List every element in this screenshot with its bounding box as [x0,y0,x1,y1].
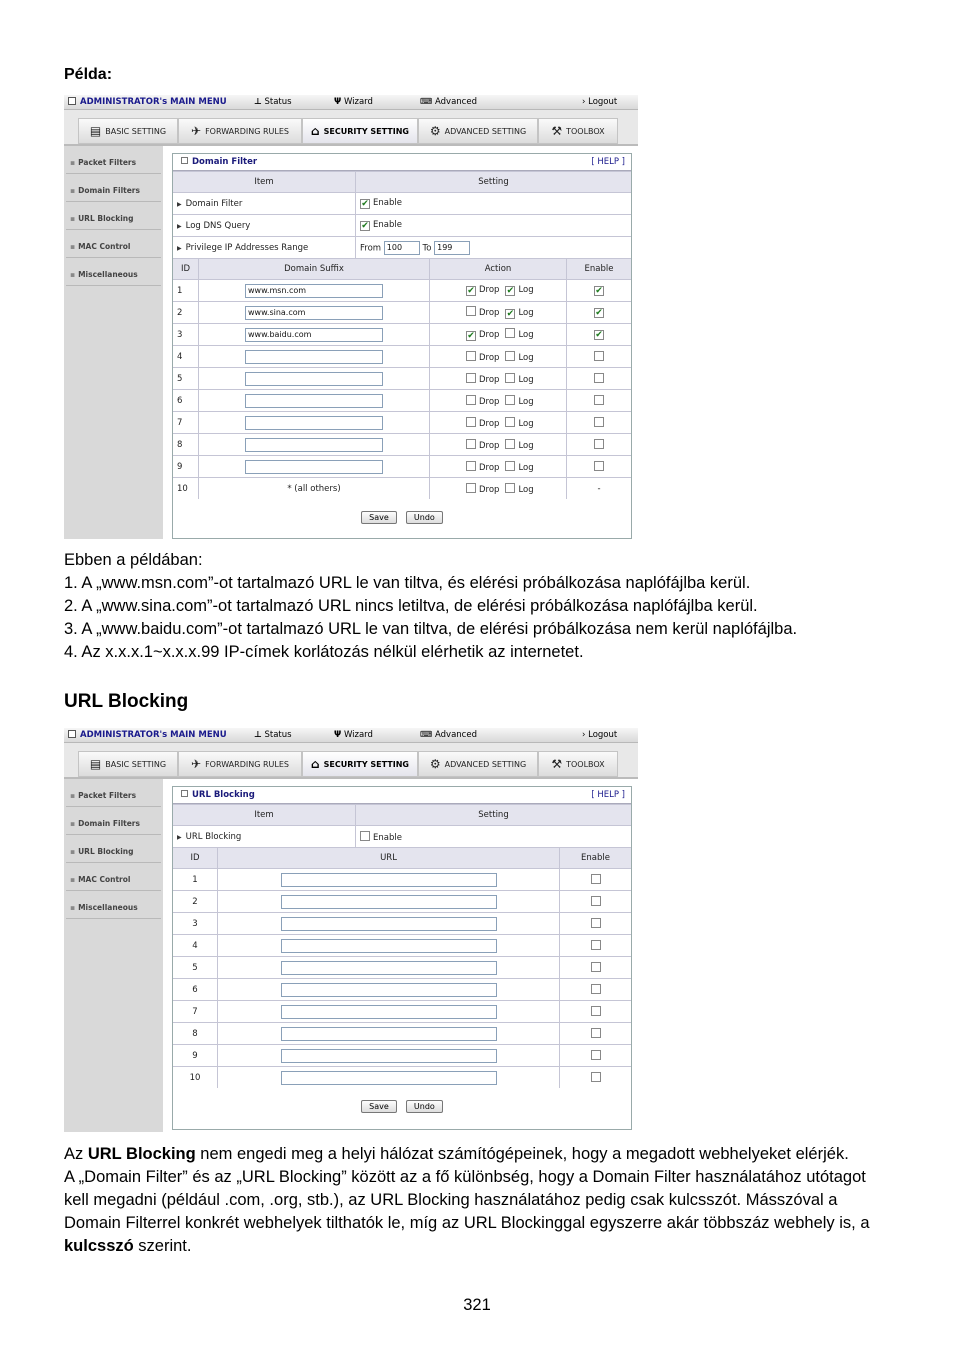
drop-label: Drop [479,462,500,473]
button-row [173,1088,631,1119]
tab-basic-setting[interactable]: ▤ BASIC SETTING [78,118,178,144]
action-cell [430,478,567,500]
drop-label: Drop [479,396,500,407]
sidebar-item-miscellaneous[interactable]: ▪ Miscellaneous [66,264,161,286]
logout-arrow-icon: › [582,97,586,107]
sidebar [64,779,163,1132]
item-header: Item [173,172,356,193]
body-paragraph-1: Az URL Blocking nem engedi meg a helyi hálózat számítógépeinek, hogy a megadott webhelyeket elérjék. [64,1145,849,1163]
action-cell [430,280,567,302]
row-id: 1 [173,280,199,302]
url-cell [218,1067,560,1089]
setting-item: ▶ Privilege IP Addresses Range [173,237,356,259]
row-id: 1 [173,869,218,891]
status-link[interactable]: ⊥ Status [254,730,292,740]
tab-advanced-setting[interactable]: ⚙ ADVANCED SETTING [418,118,538,144]
enable-cell [567,368,632,390]
checkbox[interactable] [594,395,604,405]
col-enable: Enable [567,259,632,280]
status-icon: ⊥ [254,97,262,107]
enable-cell [567,324,632,346]
url-input[interactable] [281,961,497,975]
toolbox-icon: ⚒ [551,757,563,771]
panel-title: URL Blocking [192,790,255,800]
sidebar [64,146,163,539]
panel-header [173,154,631,171]
domain-suffix-input[interactable] [245,372,383,386]
drop-label: Drop [479,374,500,385]
checkbox[interactable]: ✔ [467,331,475,341]
logout-link[interactable]: › Logout [582,97,618,107]
enable-cell [560,891,632,913]
body-text [64,1143,894,1258]
checkbox[interactable] [466,306,476,316]
to-ip-input[interactable]: 199 [434,241,470,255]
body-paragraph-2: A „Domain Filter” és az „URL Blocking” között az a fő különbség, hogy a Domain Filter használatához utótagot kell megadni (például .com, .org, stb.), az URL Blocking használatához pedig csak kulcsszót. Másszóval a Domain Filterrel konkrét webhelyek tilthatók le, míg az URL Blockinggal egyszerre akár többszáz webhely is, a kulcsszó szerint. [64,1168,870,1255]
table-row [173,957,631,979]
checkbox[interactable]: ✔ [467,286,475,296]
domain-suffix-cell [199,412,430,434]
row-id: 10 [173,478,199,500]
row-id: 4 [173,346,199,368]
action-cell [430,302,567,324]
log-label: Log [518,285,534,295]
url-cell [218,1001,560,1023]
folder-icon: ▤ [89,757,102,771]
checkbox[interactable] [591,918,601,928]
folder-icon: ▤ [89,124,102,138]
checkbox[interactable] [591,1006,601,1016]
domain-rules-table [173,258,631,499]
explanation-line: 4. Az x.x.x.1~x.x.x.99 IP-címek korlátozás nélkül elérhetik az internetet. [64,643,584,661]
enable-cell [567,280,632,302]
main-menu-link[interactable]: ADMINISTRATOR's MAIN MENU [68,97,227,107]
domain-suffix-input[interactable] [245,416,383,430]
security-icon: ⌂ [311,757,320,771]
sidebar-item-mac-control[interactable]: ▪ MAC Control [66,869,161,891]
checkbox[interactable] [466,351,476,361]
url-input[interactable] [281,1071,497,1085]
checkbox[interactable] [466,439,476,449]
action-cell [430,390,567,412]
table-row [173,302,631,324]
checkbox[interactable] [466,373,476,383]
url-cell [218,913,560,935]
enable-cell [560,957,632,979]
advanced-setting-icon: ⚙ [429,124,441,138]
drop-label: Drop [479,308,500,318]
col-id: ID [173,259,199,280]
checkbox[interactable]: ✔ [361,199,369,209]
enable-cell [560,1001,632,1023]
row-id: 5 [173,368,199,390]
checkbox[interactable]: ✔ [595,286,603,296]
checkbox[interactable] [466,395,476,405]
security-icon: ⌂ [311,124,320,138]
status-link[interactable]: ⊥ Status [254,97,292,107]
explanation-intro: Ebben a példában: [64,551,203,569]
domain-suffix-cell [199,478,430,500]
checkbox[interactable] [505,373,515,383]
table-row [173,412,631,434]
action-cell [430,324,567,346]
url-cell [218,869,560,891]
url-input[interactable] [281,1027,497,1041]
sidebar-item-domain-filters[interactable]: ▪ Domain Filters [66,813,161,835]
toolbox-icon: ⚒ [551,124,563,138]
explanation-line: 2. A „www.sina.com”-ot tartalmazó URL nincs letiltva, de elérési próbálkozása naplófájlba kerül. [64,597,758,615]
table-row [173,478,631,500]
checkbox[interactable] [505,461,515,471]
save-button[interactable]: Save [361,1100,397,1113]
item-header: Item [173,805,356,826]
forwarding-icon: ✈ [191,124,202,138]
wizard-icon: Ψ [334,730,342,740]
row-id: 2 [173,302,199,324]
enable-dash: - [597,483,601,494]
enable-cell [560,935,632,957]
checkbox[interactable]: ✔ [595,330,603,340]
drop-label: Drop [479,285,500,295]
sidebar-item-url-blocking[interactable]: ▪ URL Blocking [66,841,161,863]
domain-filter-enable[interactable]: ✔ Enable [356,193,632,215]
url-blocking-settings-table [173,804,631,847]
checkbox[interactable] [594,461,604,471]
url-input[interactable] [281,1049,497,1063]
undo-button[interactable]: Undo [406,1100,443,1113]
enable-cell [567,456,632,478]
setting-item: ▶ Log DNS Query [173,215,356,237]
table-row [173,368,631,390]
button-row [173,499,631,530]
action-cell [430,346,567,368]
table-row [173,324,631,346]
tab-basic-setting[interactable]: ▤ BASIC SETTING [78,751,178,777]
tab-forwarding-rules[interactable]: ✈ FORWARDING RULES [178,118,302,144]
top-menu-bar [64,95,638,110]
domain-filter-screenshot [64,95,638,539]
action-cell [430,434,567,456]
enable-cell [560,913,632,935]
checkbox[interactable] [594,373,604,383]
url-cell [218,1023,560,1045]
log-label: Log [518,462,534,473]
enable-cell [567,434,632,456]
logout-link[interactable]: › Logout [582,730,618,740]
row-id: 5 [173,957,218,979]
explanation-line: 3. A „www.baidu.com”-ot tartalmazó URL le van tiltva, de elérési próbálkozása nem kerül naplófájlba. [64,620,798,638]
undo-button[interactable]: Undo [406,511,443,524]
from-ip-input[interactable]: 100 [384,241,420,255]
tab-toolbox[interactable]: ⚒ TOOLBOX [538,118,618,144]
checkbox[interactable] [466,461,476,471]
advanced-link[interactable]: ⌨ Advanced [420,730,477,740]
enable-cell [567,478,632,500]
row-id: 4 [173,935,218,957]
domain-suffix-input[interactable] [245,460,383,474]
panel-title: Domain Filter [192,157,258,167]
checkbox[interactable] [594,417,604,427]
checkbox[interactable] [591,940,601,950]
log-label: Log [518,396,534,407]
drop-label: Drop [479,418,500,429]
help-link[interactable]: [ HELP ] [591,790,625,800]
table-row [173,390,631,412]
table-row [173,1001,631,1023]
checkbox[interactable] [466,483,476,493]
setting-item: ▶ URL Blocking [173,826,356,848]
advanced-setting-icon: ⚙ [429,757,441,771]
wizard-link[interactable]: Ψ Wizard [334,730,373,740]
checkbox[interactable]: ✔ [595,308,603,318]
enable-cell [567,346,632,368]
advanced-icon: ⌨ [420,97,433,107]
tab-security-setting[interactable]: ⌂ SECURITY SETTING [302,751,418,777]
page-number: 321 [463,1296,491,1314]
log-label: Log [518,308,534,318]
action-cell [430,412,567,434]
checkbox[interactable] [466,417,476,427]
checkbox[interactable] [591,1072,601,1082]
save-button[interactable]: Save [361,511,397,524]
drop-label: Drop [479,440,500,451]
checkbox[interactable] [594,351,604,361]
sidebar-item-domain-filters[interactable]: ▪ Domain Filters [66,180,161,202]
sidebar-item-miscellaneous[interactable]: ▪ Miscellaneous [66,897,161,919]
tab-bar [64,110,638,146]
row-id: 8 [173,434,199,456]
log-dns-query-enable[interactable]: ✔ Enable [356,215,632,237]
url-cell [218,891,560,913]
checkbox[interactable] [360,831,370,841]
drop-label: Drop [479,352,500,363]
term-url-blocking: URL Blocking [87,1145,196,1163]
table-row [173,1045,631,1067]
explanation-block [64,549,797,664]
enable-cell [567,302,632,324]
enable-cell [560,1067,632,1089]
col-action: Action [430,259,567,280]
action-cell [430,368,567,390]
table-row [173,869,631,891]
checkbox[interactable]: ✔ [506,286,515,296]
checkbox[interactable]: ✔ [506,309,515,319]
url-input[interactable] [281,895,497,909]
checkbox[interactable] [594,439,604,449]
url-input[interactable] [281,873,497,887]
row-id: 9 [173,1045,218,1067]
col-domain-suffix: Domain Suffix [199,259,430,280]
table-row [173,280,631,302]
table-row [173,891,631,913]
row-id: 10 [173,1067,218,1089]
domain-suffix-input[interactable] [245,394,383,408]
panel-header [173,787,631,804]
checkbox[interactable] [591,962,601,972]
wizard-icon: Ψ [334,97,342,107]
enable-cell [560,1023,632,1045]
checkbox[interactable] [591,1050,601,1060]
checkbox[interactable] [591,874,601,884]
example-label: Példa: [64,66,113,83]
url-cell [218,1045,560,1067]
table-row [173,346,631,368]
domain-suffix-cell [199,368,430,390]
table-row [173,935,631,957]
sidebar-item-mac-control[interactable]: ▪ MAC Control [66,236,161,258]
table-row [173,1023,631,1045]
url-blocking-screenshot [64,728,638,1132]
domain-suffix-input[interactable]: www.baidu.com [245,328,383,342]
table-row [173,456,631,478]
domain-suffix-cell [199,456,430,478]
domain-suffix-cell [199,302,430,324]
domain-suffix-cell [199,280,430,302]
checkbox[interactable] [591,984,601,994]
col-url: URL [218,848,560,869]
domain-suffix-input[interactable]: www.sina.com [245,306,383,320]
tab-bar [64,743,638,779]
action-cell [430,456,567,478]
log-label: Log [518,440,534,451]
explanation-line: 1. A „www.msn.com”-ot tartalmazó URL le van tiltva, és elérési próbálkozása naplófájlba kerül. [64,574,751,592]
checkbox[interactable] [591,1028,601,1038]
main-menu-link[interactable]: ADMINISTRATOR's MAIN MENU [68,730,227,740]
col-enable: Enable [560,848,632,869]
privilege-range: From 100 To 199 [356,237,632,259]
drop-label: Drop [479,330,500,340]
section-heading: URL Blocking [64,691,189,712]
table-row [173,979,631,1001]
enable-cell [560,869,632,891]
domain-suffix-cell [199,390,430,412]
tab-forwarding-rules[interactable]: ✈ FORWARDING RULES [178,751,302,777]
enable-cell [560,979,632,1001]
advanced-link[interactable]: ⌨ Advanced [420,97,477,107]
row-id: 2 [173,891,218,913]
top-menu-bar [64,728,638,743]
domain-suffix-cell [199,434,430,456]
forwarding-icon: ✈ [191,757,202,771]
checkbox[interactable] [505,351,515,361]
enable-cell [567,390,632,412]
row-id: 6 [173,979,218,1001]
domain-suffix-cell [199,324,430,346]
log-label: Log [518,484,534,495]
log-label: Log [518,352,534,363]
log-label: Log [518,418,534,429]
enable-cell [560,1045,632,1067]
all-others-label: * (all others) [287,483,341,494]
domain-suffix-input[interactable] [245,438,383,452]
url-blocking-panel [172,786,632,1130]
enable-cell [567,412,632,434]
domain-suffix-input[interactable] [245,350,383,364]
table-row [173,913,631,935]
url-input[interactable] [281,917,497,931]
url-cell [218,979,560,1001]
url-input[interactable] [281,1005,497,1019]
row-id: 9 [173,456,199,478]
checkbox[interactable] [505,328,515,338]
setting-header: Setting [356,172,632,193]
checkbox[interactable]: ✔ [361,221,369,231]
url-input[interactable] [281,983,497,997]
tab-security-setting[interactable]: ⌂ SECURITY SETTING [302,118,418,144]
checkbox[interactable] [505,417,515,427]
checkbox[interactable] [505,395,515,405]
wizard-link[interactable]: Ψ Wizard [334,97,373,107]
setting-item: ▶ Domain Filter [173,193,356,215]
help-link[interactable]: [ HELP ] [591,157,625,167]
col-id: ID [173,848,218,869]
checkbox[interactable] [505,483,515,493]
domain-filter-panel [172,153,632,539]
status-icon: ⊥ [254,730,262,740]
tab-advanced-setting[interactable]: ⚙ ADVANCED SETTING [418,751,538,777]
menu-square-icon [68,730,76,738]
menu-square-icon [68,97,76,105]
checkbox[interactable] [591,896,601,906]
sidebar-item-packet-filters[interactable]: ▪ Packet Filters [66,785,161,807]
advanced-icon: ⌨ [420,730,433,740]
domain-suffix-input[interactable]: www.msn.com [245,284,383,298]
row-id: 7 [173,412,199,434]
url-rules-table [173,847,631,1088]
sidebar-item-packet-filters[interactable]: ▪ Packet Filters [66,152,161,174]
table-row [173,1067,631,1089]
drop-label: Drop [479,484,500,495]
log-label: Log [518,374,534,385]
url-cell [218,935,560,957]
domain-suffix-cell [199,346,430,368]
term-keyword: kulcsszó [64,1237,134,1255]
row-id: 8 [173,1023,218,1045]
setting-header: Setting [356,805,632,826]
row-id: 3 [173,913,218,935]
table-row [173,434,631,456]
checkbox[interactable] [505,439,515,449]
url-input[interactable] [281,939,497,953]
logout-arrow-icon: › [582,730,586,740]
domain-filter-settings-table [173,171,631,258]
sidebar-item-url-blocking[interactable]: ▪ URL Blocking [66,208,161,230]
tab-toolbox[interactable]: ⚒ TOOLBOX [538,751,618,777]
url-blocking-enable[interactable]: Enable [356,826,632,848]
log-label: Log [518,330,534,340]
row-id: 6 [173,390,199,412]
url-cell [218,957,560,979]
row-id: 7 [173,1001,218,1023]
row-id: 3 [173,324,199,346]
